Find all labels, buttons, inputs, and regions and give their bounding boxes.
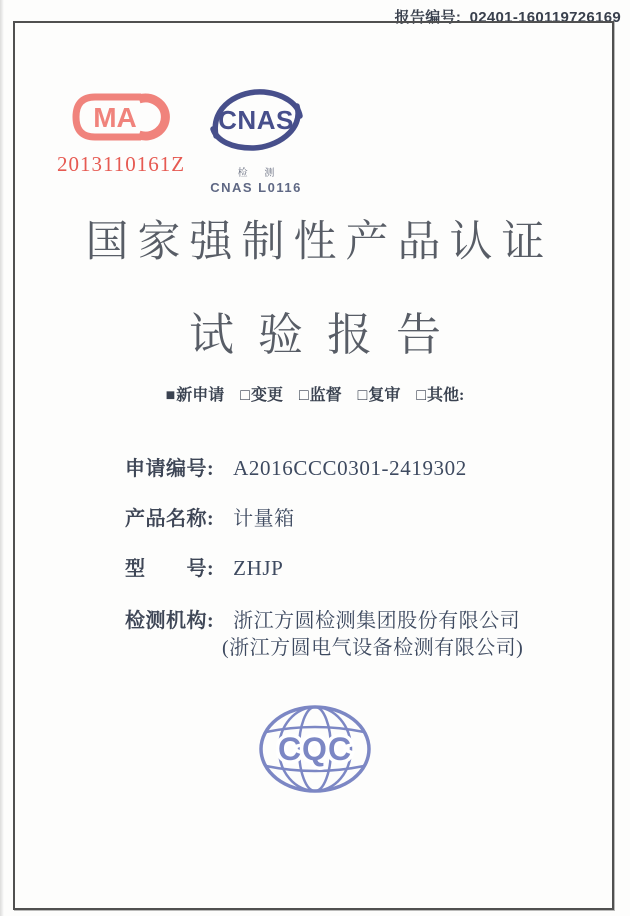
cnas-category-label: 检 测 (237, 168, 282, 179)
checkbox-empty-icon: □ (357, 387, 368, 404)
cnas-accreditation-number: CNAS L0116 (210, 180, 302, 195)
checkbox-label: 复审 (368, 387, 401, 404)
checkbox-label: 其他: (427, 387, 465, 404)
field-model (125, 552, 283, 581)
checkbox-change (240, 387, 283, 404)
cma-certificate-number: 2013110161Z (56, 152, 186, 176)
field-application-number (125, 452, 467, 481)
cqc-logo-block (0, 702, 630, 801)
cqc-globe-icon (257, 702, 373, 796)
cqc-letters: CQC (277, 731, 353, 767)
cnas-mark-icon (204, 84, 308, 158)
checkbox-other (416, 387, 464, 404)
field-label: 申请编号: (125, 458, 215, 480)
cma-mark-icon (69, 90, 173, 144)
checkbox-empty-icon: □ (298, 387, 309, 404)
checkbox-supervision (299, 387, 342, 404)
document-title: 国家强制性产品认证 (85, 219, 554, 266)
cnas-letters: CNAS (218, 105, 294, 135)
document-subtitle: 试验报告 (188, 310, 465, 360)
field-testing-organization-line2: (浙江方圆电气设备检测有限公司) (222, 637, 524, 659)
field-testing-organization (125, 604, 520, 633)
field-value: 浙江方圆检测集团股份有限公司 (233, 610, 521, 632)
report-number-label: 报告编号: (394, 9, 462, 26)
field-value: A2016CCC0301-2419302 (233, 456, 467, 480)
field-label: 产品名称: (125, 508, 215, 530)
report-number-value: 02401-160119726169 (469, 9, 621, 26)
cma-logo-block (55, 90, 187, 177)
cnas-logo-block (194, 84, 318, 195)
checkbox-new-application (166, 387, 225, 404)
checkbox-filled-icon: ■ (165, 387, 176, 404)
checkbox-empty-icon: □ (416, 387, 427, 404)
field-product-name (125, 502, 295, 531)
checkbox-label: 变更 (250, 387, 283, 404)
field-value: 计量箱 (233, 508, 295, 530)
checkbox-review (358, 387, 401, 404)
field-label: 型 号: (125, 558, 215, 580)
checkbox-label: 新申请 (176, 387, 225, 404)
cma-letters: MA (93, 102, 137, 133)
field-value: ZHJP (233, 556, 284, 580)
application-type-row (0, 382, 630, 405)
checkbox-empty-icon: □ (240, 387, 250, 404)
checkbox-label: 监督 (309, 387, 342, 404)
field-label: 检测机构: (125, 610, 215, 632)
